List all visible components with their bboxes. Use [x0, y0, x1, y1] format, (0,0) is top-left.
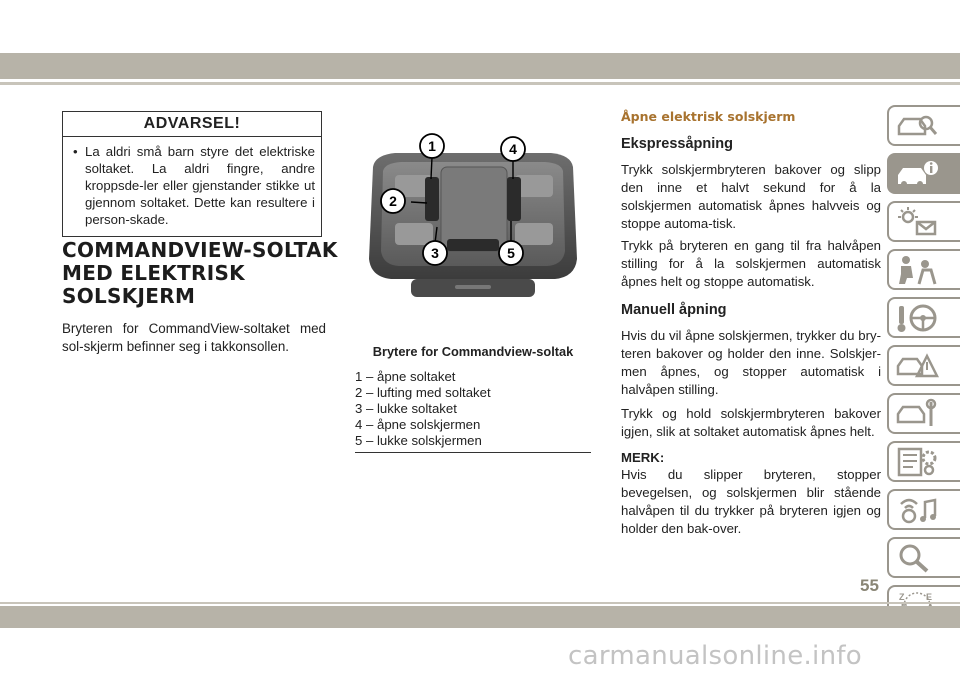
subsection-title: Åpne elektrisk solskjerm: [621, 109, 796, 124]
subheading-manual: Manuell åpning: [621, 302, 727, 318]
watermark: carmanualsonline.info: [568, 641, 863, 671]
roadside-warning-icon: [895, 350, 939, 382]
tab-emergency[interactable]: [887, 345, 960, 386]
chapter-tabs: [887, 105, 960, 633]
callout-2: 2: [389, 193, 397, 209]
seat-airbag-icon: [895, 254, 939, 286]
tab-multimedia[interactable]: [887, 489, 960, 530]
footer-band: [0, 606, 960, 628]
paragraph-manual-1: Hvis du vil åpne solskjermen, trykker du bry-teren bakover og holder den inne. Solskjer-men åpnes, og stopper automatisk i halvåpen stilling.: [621, 328, 881, 397]
tab-seat-airbag[interactable]: [887, 249, 960, 290]
page-number: 55: [860, 576, 879, 595]
paragraph-manual-2: Trykk og hold solskjermbryteren bakover igjen, slik at soltaket automatisk åpnes helt.: [621, 406, 881, 439]
header-band: [0, 53, 960, 79]
legend-item: 2 – lufting med soltaket: [355, 385, 491, 400]
tab-maintenance[interactable]: [887, 393, 960, 434]
tab-index[interactable]: [887, 537, 960, 578]
intro-paragraph: Bryteren for CommandView-soltaket med sol-skjerm befinner seg i takkonsollen.: [62, 321, 326, 354]
callout-3: 3: [431, 245, 439, 261]
bullet: •: [73, 144, 78, 159]
legend-item: 1 – åpne soltaket: [355, 369, 456, 384]
steering-wheel-icon: [895, 302, 939, 334]
svg-text:Z: Z: [899, 592, 905, 602]
callout-4: 4: [509, 141, 517, 157]
note-text: Hvis du slipper bryteren, stopper bevegelsen, og solskjermen blir stående halvåpen til du trykker på bryteren igjen og holder den bak-over.: [621, 467, 881, 536]
heading-line-1: COMMANDVIEW-SOLTAK: [62, 238, 338, 262]
tab-starting-driving[interactable]: [887, 297, 960, 338]
figure-legend: [355, 369, 591, 449]
header-rule: [0, 82, 960, 85]
heading-line-3: SOLSKJERM: [62, 284, 196, 308]
warning-text: La aldri små barn styre det elektriske soltaket. La aldri fingre, andre kroppsde-ler eller gjenstander stikke ut gjennom soltaket. Dette kan resultere i person-skade.: [85, 144, 315, 227]
specifications-icon: [895, 446, 939, 478]
car-info-icon: [895, 158, 939, 190]
paragraph-express-1: Trykk solskjermbryteren bakover og slipp den inne et halvt sekund for å la solskjermen automatisk åpnes halvveis og stoppe automa-tisk.: [621, 162, 881, 231]
legend-item: 3 – lukke soltaket: [355, 401, 457, 416]
tab-warning-lights[interactable]: [887, 201, 960, 242]
warning-lights-icon: [895, 206, 939, 238]
overhead-console-image: [355, 127, 591, 305]
subheading-express: Ekspressåpning: [621, 136, 734, 152]
car-maintenance-icon: [895, 398, 939, 430]
callout-1: 1: [428, 138, 436, 154]
warning-body: [63, 137, 321, 236]
svg-text:E: E: [926, 592, 933, 602]
callout-5: 5: [507, 245, 515, 261]
car-inspection-icon: [895, 110, 939, 142]
heading-line-2: MED ELEKTRISK: [62, 261, 245, 285]
warning-title: ADVARSEL!: [63, 112, 321, 137]
index-search-icon: [895, 542, 939, 574]
tab-specifications[interactable]: [887, 441, 960, 482]
legend-item: 4 – åpne solskjermen: [355, 417, 481, 432]
note-label: MERK:: [621, 450, 665, 465]
warning-box: [62, 111, 322, 237]
tab-car-inspection[interactable]: [887, 105, 960, 146]
multimedia-icon: [895, 494, 939, 526]
section-heading: [62, 238, 338, 308]
legend-rule: [355, 452, 591, 453]
tab-car-info[interactable]: [887, 153, 960, 194]
footer-rule: [0, 602, 960, 604]
figure-caption: Brytere for Commandview-soltak: [372, 344, 574, 359]
overhead-console-figure: [355, 127, 591, 305]
legend-item: 5 – lukke solskjermen: [355, 433, 482, 448]
paragraph-express-2: Trykk på bryteren en gang til fra halvåpen stilling for å la solskjermen automatisk åpnes helt og stoppe automatisk.: [621, 238, 881, 289]
